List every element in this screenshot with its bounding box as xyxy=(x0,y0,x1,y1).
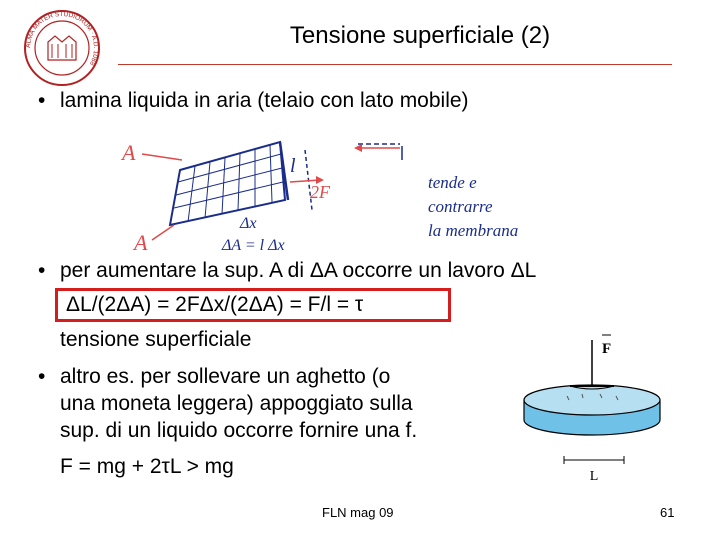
sketch-note-line-3: la membrana xyxy=(428,221,519,240)
sketch-label-l: l xyxy=(290,155,296,177)
university-seal-logo xyxy=(22,8,102,88)
bullet-needle xyxy=(38,364,391,390)
lamina-frame-sketch xyxy=(110,130,570,255)
sketch-note-line-1: tende e xyxy=(428,173,477,192)
sketch-label-a-top: A xyxy=(122,140,136,165)
bullet-marker: • xyxy=(38,259,46,282)
bullet-text: per aumentare la sup. A di ΔA occorre un lavoro ΔL xyxy=(60,259,537,282)
sketch-label-dx: Δx xyxy=(240,215,257,232)
bullet-marker: • xyxy=(38,89,46,112)
bullet-work xyxy=(38,258,537,284)
needle-on-liquid-figure xyxy=(512,320,662,488)
page-number: 61 xyxy=(660,505,675,520)
needle-text-line-3: sup. di un liquido occorre fornire una f. xyxy=(60,419,418,442)
footer-course: FLN mag 09 xyxy=(322,505,394,520)
surface-tension-formula: ΔL/(2ΔA) = 2FΔx/(2ΔA) = F/l = τ xyxy=(66,293,364,316)
figure-force-label: F xyxy=(602,341,612,357)
bullet-marker: • xyxy=(38,365,46,388)
sketch-note-line-2: contrarre xyxy=(428,197,493,216)
needle-text-line-2: una moneta leggera) appoggiato sulla xyxy=(60,392,413,415)
logo-text: ALMA MATER STUDIORUM · A.D. 1088 xyxy=(24,10,100,67)
bullet-lamina xyxy=(38,88,469,114)
sketch-label-2f: 2F xyxy=(310,182,330,202)
force-equation: F = mg + 2τL > mg xyxy=(60,455,234,478)
definition-text: tensione superficiale xyxy=(60,328,252,351)
title-divider xyxy=(118,64,672,65)
bullet-text: lamina liquida in aria (telaio con lato mobile) xyxy=(60,89,469,112)
slide-title: Tensione superficiale (2) xyxy=(289,22,551,49)
sketch-label-a-bottom: A xyxy=(134,230,148,255)
sketch-label-da: ΔA = l Δx xyxy=(222,237,285,254)
figure-length-label: L xyxy=(589,469,599,484)
bullet-text: altro es. per sollevare un aghetto (o xyxy=(60,365,391,388)
